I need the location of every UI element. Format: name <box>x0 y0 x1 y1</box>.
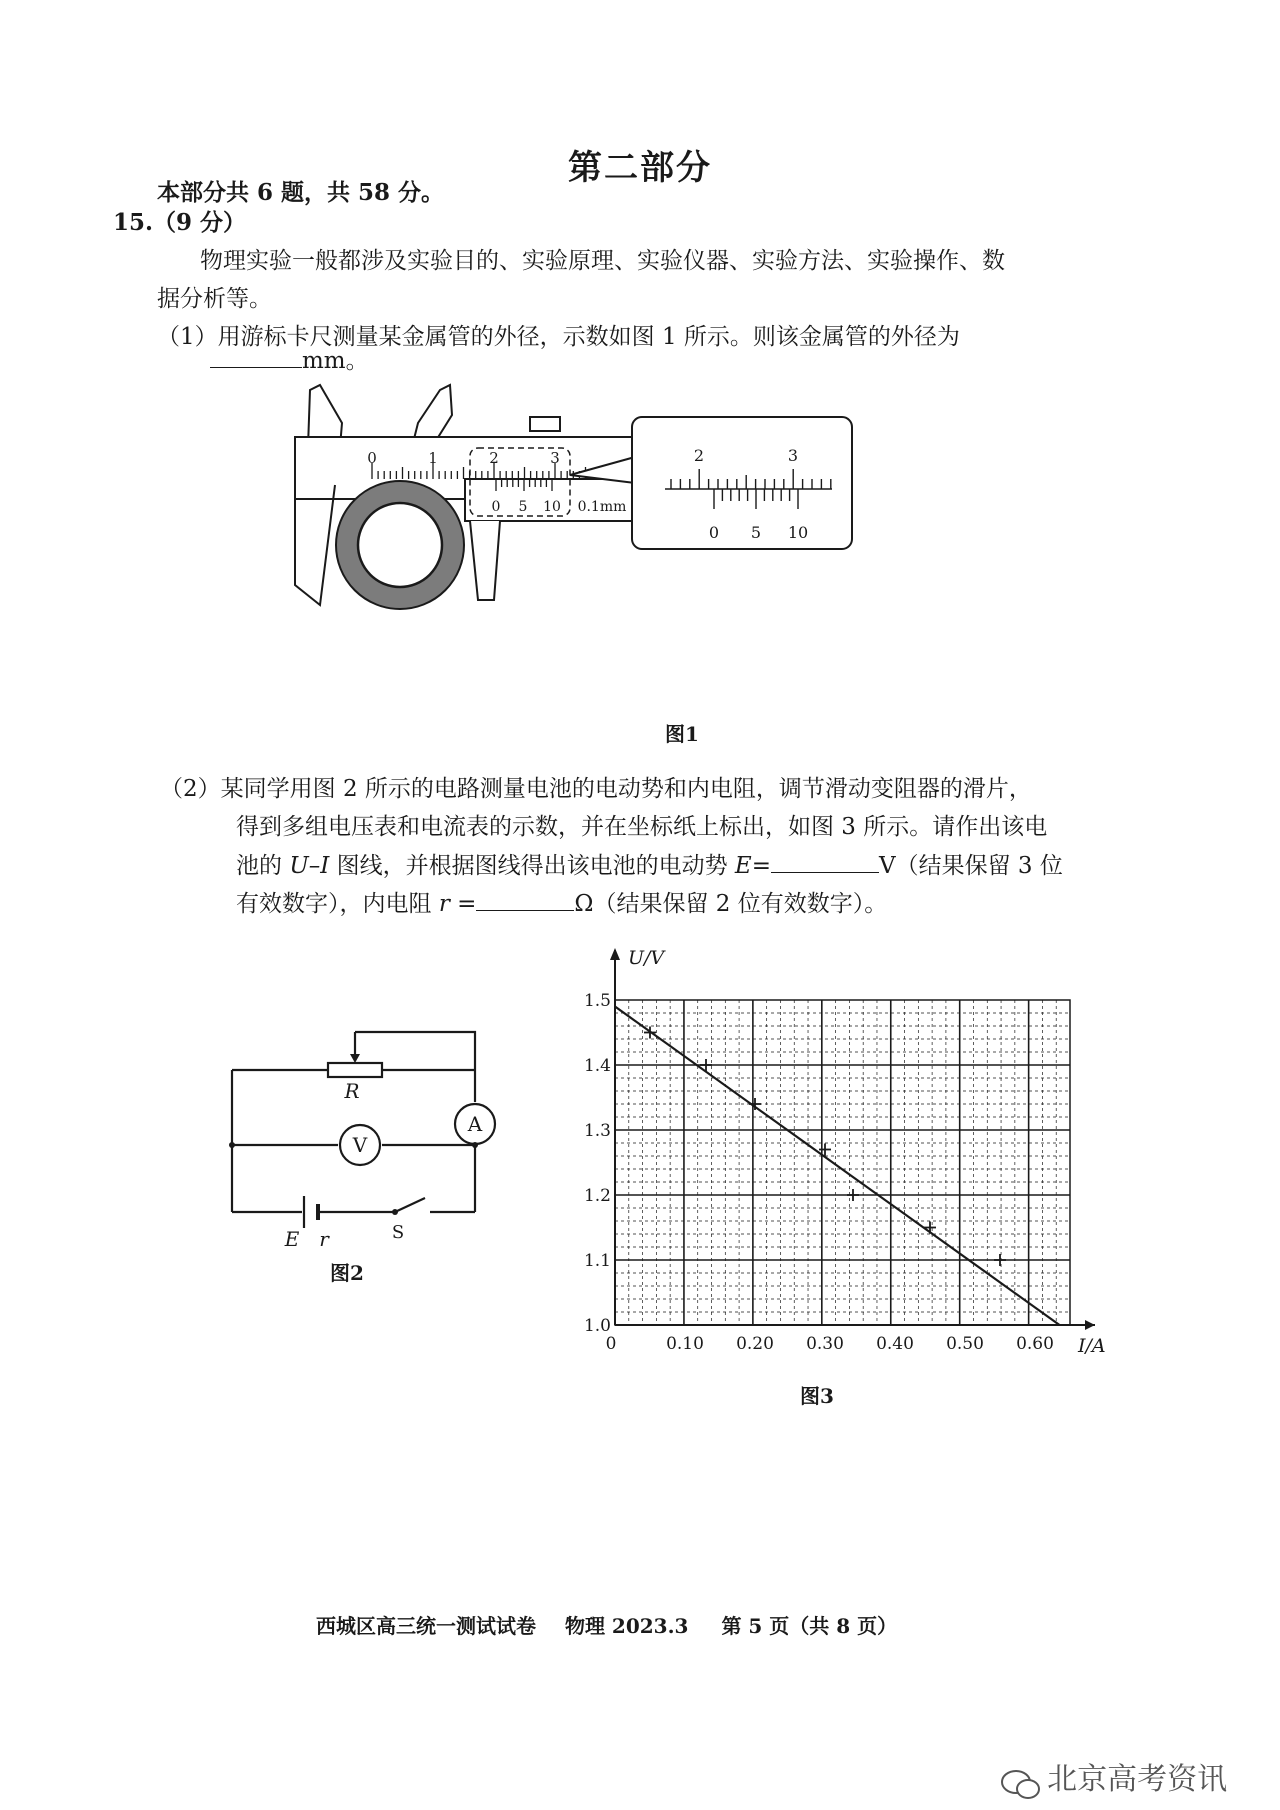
emf-symbol: E <box>734 853 752 879</box>
zoom-main-label: 2 <box>693 446 705 465</box>
text-fragment: V（结果保留 3 位 <box>879 853 1063 879</box>
zoom-vernier-label: 5 <box>750 523 762 542</box>
figure-3-caption: 图3 <box>800 1384 834 1408</box>
figure-3-chart <box>570 940 1110 1360</box>
answer-blank-diameter[interactable] <box>210 345 302 368</box>
chart-marks <box>615 1007 1060 1326</box>
main-scale-label: 3 <box>550 449 560 467</box>
vernier-scale-label: 10 <box>543 499 561 515</box>
footer-page: 第 5 页（共 8 页） <box>721 1614 898 1638</box>
zoom-main-label: 3 <box>787 446 799 465</box>
intro-line-2: 据分析等。 <box>157 286 272 312</box>
y-tick-label: 1.5 <box>583 991 611 1011</box>
text-fragment: Ω（结果保留 2 位有效数字）。 <box>574 891 888 917</box>
figure-1-caption: 图1 <box>665 722 699 746</box>
label-s: S <box>391 1222 405 1243</box>
data-point <box>749 1098 761 1110</box>
part2-line-2: 得到多组电压表和电流表的示数，并在坐标纸上标出，如图 3 所示。请作出该电 <box>236 814 1048 840</box>
x-tick-label: 0.20 <box>736 1334 774 1354</box>
y-tick-label: 1.4 <box>583 1056 611 1076</box>
part2-line-1: （2）某同学用图 2 所示的电路测量电池的电动势和内电阻，调节滑动变阻器的滑片， <box>160 776 1032 802</box>
slider-arrow <box>350 1054 360 1063</box>
chart-grid <box>615 1000 1070 1325</box>
answer-blank-resistance[interactable] <box>476 888 574 911</box>
text-fragment: 池的 <box>236 853 290 879</box>
x-tick-label: 0.60 <box>1016 1334 1054 1354</box>
figure-2-circuit <box>220 1020 500 1260</box>
part1-answer <box>210 345 369 376</box>
metal-tube-inner <box>358 503 442 587</box>
footer-subject: 物理 2023.3 <box>564 1614 689 1638</box>
x-axis-arrow <box>1085 1320 1095 1330</box>
x-tick-label: 0.30 <box>806 1334 844 1354</box>
resistance-symbol: r <box>438 891 450 917</box>
data-point <box>924 1222 936 1234</box>
text-fragment: = <box>751 853 771 879</box>
lower-moving-jaw <box>470 521 500 600</box>
x-tick-label: 0.40 <box>876 1334 914 1354</box>
answer-blank-emf[interactable] <box>771 850 879 873</box>
figure-1-caliper <box>280 375 1000 655</box>
text-fragment: 有效数字），内电阻 <box>236 891 439 917</box>
question-number: 15. <box>113 209 154 236</box>
watermark <box>1000 1754 1227 1803</box>
y-axis-label: U/V <box>628 947 665 969</box>
ui-symbol: U–I <box>289 853 330 879</box>
label-a: A <box>467 1112 483 1136</box>
part1-unit: mm。 <box>302 348 369 374</box>
footer <box>316 1610 897 1639</box>
question-points: （9 分） <box>153 209 247 236</box>
main-scale-label: 0 <box>367 449 377 467</box>
intro-line-1: 物理实验一般都涉及实验目的、实验原理、实验仪器、实验方法、实验操作、数 <box>200 248 1005 274</box>
y-tick-label: 1.2 <box>583 1186 611 1206</box>
fit-line <box>615 1007 1060 1326</box>
text-fragment: 图线，并根据图线得出该电池的电动势 <box>329 853 735 879</box>
precision-label: 0.1mm <box>577 499 627 515</box>
x-axis-label: I/A <box>1078 1335 1106 1357</box>
label-r-internal: r <box>319 1227 329 1251</box>
footer-exam: 西城区高三统一测试试卷 <box>316 1614 536 1638</box>
label-v: V <box>352 1133 368 1157</box>
rheostat <box>328 1063 382 1077</box>
junction <box>229 1142 235 1148</box>
vernier-scale-label: 5 <box>518 499 528 515</box>
section-info: 本部分共 6 题，共 58 分。 <box>157 179 445 206</box>
main-scale-label: 2 <box>489 449 499 467</box>
thumb-screw <box>530 417 560 431</box>
data-point <box>994 1254 1006 1266</box>
question-header <box>113 208 246 238</box>
junction <box>472 1142 478 1148</box>
zoom-vernier-label: 0 <box>708 523 720 542</box>
x-tick-label: 0.50 <box>946 1334 984 1354</box>
x-tick-label: 0 <box>605 1334 617 1354</box>
y-axis-arrow <box>610 948 620 960</box>
switch-contact <box>392 1209 398 1215</box>
part2-line-4 <box>236 888 887 919</box>
section-title: 第二部分 <box>568 148 712 188</box>
switch-blade <box>395 1198 425 1212</box>
text-fragment: = <box>449 891 477 917</box>
zoom-vernier-label: 10 <box>787 523 809 542</box>
y-tick-label: 1.1 <box>583 1251 611 1271</box>
main-scale-label: 1 <box>428 449 438 467</box>
y-tick-label: 1.3 <box>583 1121 611 1141</box>
zoom-box <box>632 417 852 549</box>
part2-line-3 <box>236 850 1063 881</box>
part1-line-1: （1）用游标卡尺测量某金属管的外径，示数如图 1 所示。则该金属管的外径为 <box>157 324 960 350</box>
label-e: E <box>284 1227 300 1251</box>
figure-2-caption: 图2 <box>330 1261 364 1285</box>
x-tick-label: 0.10 <box>666 1334 704 1354</box>
vernier-scale-label: 0 <box>491 499 501 515</box>
watermark-text: 北京高考资讯 <box>1047 1762 1228 1797</box>
data-point <box>847 1189 859 1201</box>
lower-fixed-jaw <box>295 485 335 605</box>
wechat-icon <box>1000 1767 1042 1803</box>
y-tick-label: 1.0 <box>583 1316 611 1336</box>
label-r-rheostat: R <box>344 1079 360 1103</box>
